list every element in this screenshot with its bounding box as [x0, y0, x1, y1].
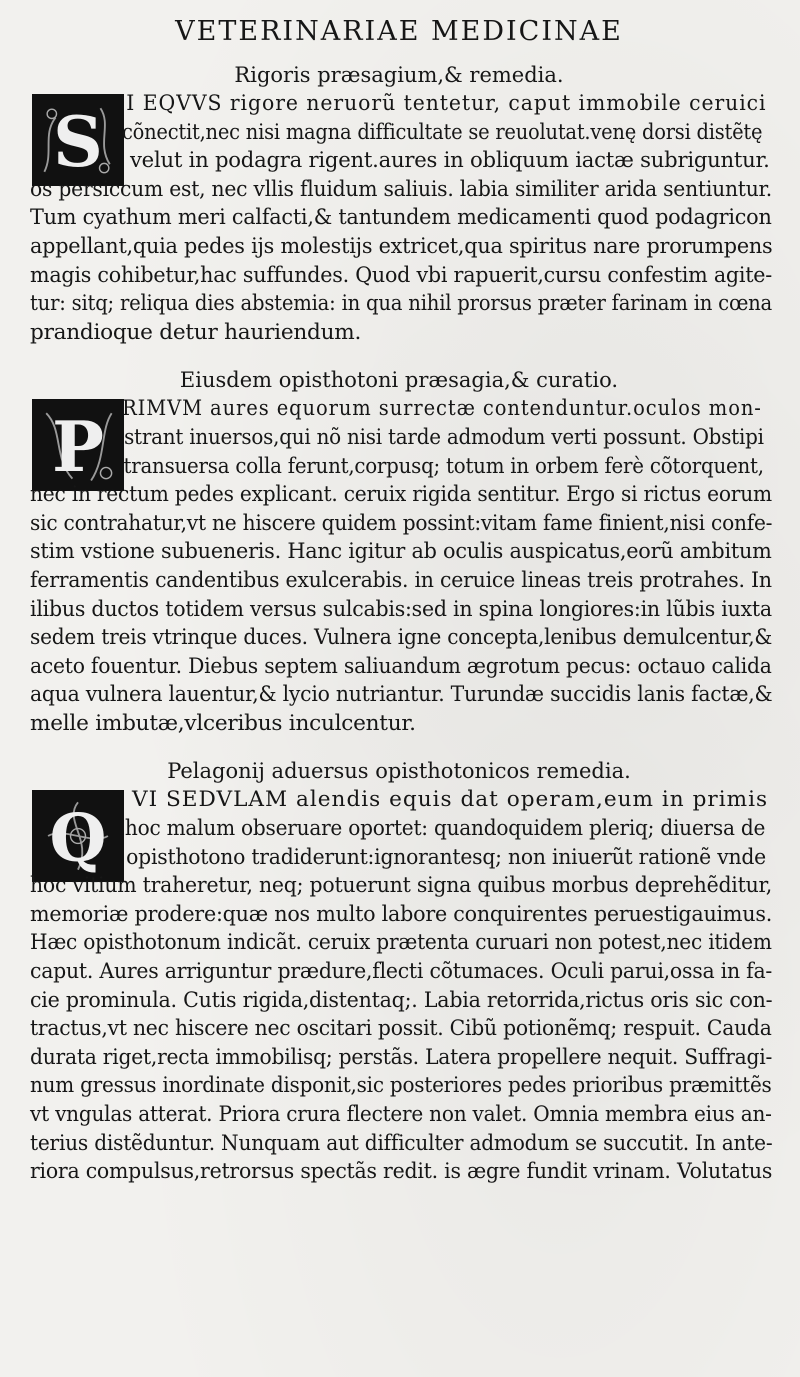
section-body-rigoris — [30, 90, 773, 347]
initial-letter: Q — [49, 800, 107, 877]
text-line: cie prominula. Cutis rigida,distentaq;. Labia retorrida,rictus oris sic con- — [30, 987, 773, 1013]
section-body-pelagonij — [30, 786, 773, 1186]
text-line: velut in podagra rigent.aures in obliquum iactæ subriguntur. — [129, 148, 770, 174]
text-line: Tum cyathum meri calfacti,& tantundem medicamenti quod podagricon — [30, 205, 772, 231]
running-head: VETERINARIAE MEDICINAE — [175, 16, 623, 47]
initial-letter: S — [53, 102, 103, 183]
section-title-opisthotoni: Eiusdem opisthotoni præsagia,& curatio. — [179, 368, 619, 393]
text-line: Hæc opisthotonum indicãt. ceruix prætenta curuari non potest,nec itidem — [30, 930, 772, 956]
text-line: num gressus inordinate disponit,sic posteriores pedes prioribus præmittẽs — [30, 1073, 772, 1099]
text-line: nec in rectum pedes explicant. ceruix rigida sentitur. Ergo si rictus eorum — [30, 482, 772, 508]
text-line: magis cohibetur,hac suffundes. Quod vbi rapuerit,cursu confestim agite- — [30, 262, 773, 288]
text-line: opisthotono tradiderunt:ignorantesq; non iniuerũt rationẽ vnde — [126, 844, 766, 870]
text-line: hoc malum obseruare oportet: quandoquidem pleriq; diuersa de — [124, 816, 766, 842]
text-line: cõnectit,nec nisi magna difficultate se reuolutat.venę dorsi distẽtę — [121, 119, 763, 145]
text-line: strant inuersos,qui nõ nisi tarde admodum verti possunt. Obstipi — [124, 424, 764, 450]
text-line: caput. Aures arriguntur prædure,flecti cõtumaces. Oculi parui,ossa in fa- — [30, 959, 773, 985]
section-title-pelagonij: Pelagonij aduersus opisthotonicos remedia. — [167, 759, 631, 784]
text-line: melle imbutæ,vlceribus inculcentur. — [30, 710, 416, 736]
text-line: sedem treis vtrinque duces. Vulnera igne concepta,lenibus demulcentur,& — [30, 625, 773, 651]
text-line: vt vngulas atterat. Priora crura flectere non valet. Omnia membra eius an- — [30, 1102, 772, 1127]
section-body-opisthotoni — [30, 395, 773, 738]
section-title-rigoris: Rigoris præsagium,& remedia. — [234, 63, 564, 87]
text-line: hoc vitium traheretur, neq; potuerunt signa quibus morbus deprehẽditur, — [30, 873, 773, 899]
text-line: transuersa colla ferunt,corpusq; totum in orbem ferè cõtorquent, — [123, 453, 764, 479]
text-line: stim vstione subueneris. Hanc igitur ab oculis auspicatus,eorũ ambitum — [30, 539, 772, 565]
text-line: sic contrahatur,vt ne hiscere quidem possint:vitam fame finient,nisi confe- — [30, 510, 773, 536]
initial-letter: P — [51, 407, 105, 489]
text-line: aceto fouentur. Diebus septem saliuandum ægrotum pecus: octauo calida — [30, 653, 772, 679]
text-line: tractus,vt nec hiscere nec oscitari possit. Cibũ potionẽmq; respuit. Cauda — [30, 1016, 772, 1042]
text-line: tur: sitq; reliqua dies abstemia: in qua nihil prorsus præter farinam in cœna — [30, 291, 773, 317]
text-line: ferramentis candentibus exulcerabis. in ceruice lineas treis protrahes. In — [30, 567, 772, 593]
text-line: VI SEDVLAM alendis equis dat operam,eum in primis — [132, 787, 769, 813]
text-line: durata riget,recta immobilisq; perstãs. Latera propellere nequit. Suffragi- — [30, 1044, 773, 1070]
text-line: memoriæ prodere:quæ nos multo labore conquirentes peruestigauimus. — [30, 901, 773, 927]
text-line: RIMVM aures equorum surrectæ contenduntur.oculos mon- — [122, 396, 762, 422]
text-line: aqua vulnera lauentur,& lycio nutriantur. Turundæ succidis lanis factæ,& — [30, 682, 773, 708]
text-line: terius distẽduntur. Nunquam aut difficulter admodum se succutit. In ante- — [30, 1130, 773, 1156]
text-line: riora compulsus,retrorsus spectãs redit. is ægre fundit vrinam. Volutatus — [30, 1159, 773, 1185]
text-line: os persiccum est, nec vllis fluidum saliuis. labia similiter arida sentiuntur. — [30, 176, 773, 202]
text-line: ilibus ductos totidem versus sulcabis:sed in spina longiores:in lũbis iuxta — [30, 596, 772, 622]
text-line: I EQVVS rigore neruorũ tentetur, caput immobile ceruici — [126, 91, 767, 116]
text-line: appellant,quia pedes ijs molestijs extricet,qua spiritus nare prorumpens — [30, 233, 773, 259]
text-line: prandioque detur hauriendum. — [30, 319, 362, 345]
